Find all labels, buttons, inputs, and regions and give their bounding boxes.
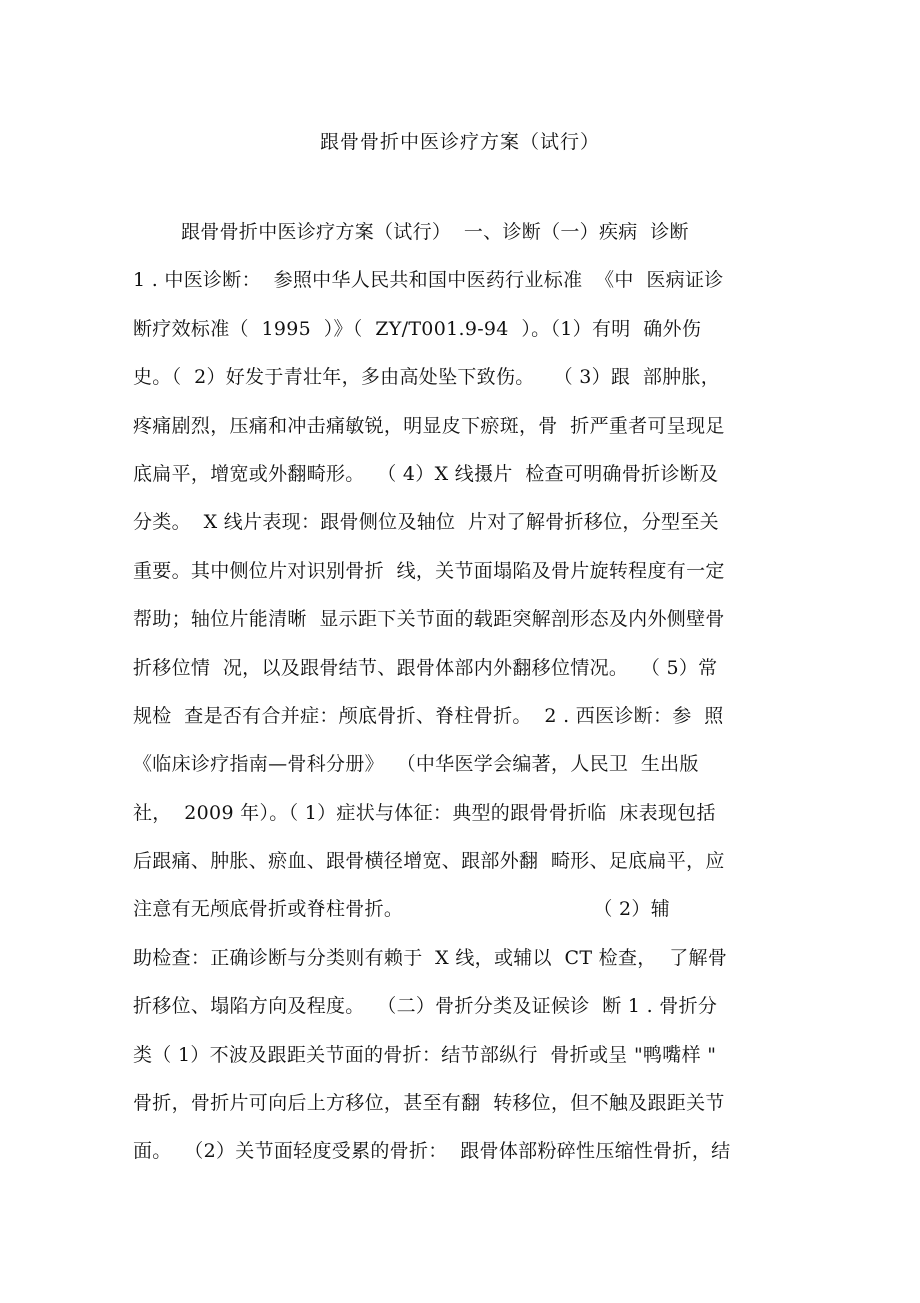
body-line: 折移位、塌陷方向及程度。 （二）骨折分类及证候诊 断 1 . 骨折分 xyxy=(133,995,718,1018)
body-line: 《临床诊疗指南—骨科分册》 （中华医学会编著，人民卫 生出版 xyxy=(133,753,699,776)
body-line: 规检 查是否有合并症：颅底骨折、脊柱骨折。 2 . 西医诊断：参 照 xyxy=(133,704,724,727)
body-line: 助检查：正确诊断与分类则有赖于 X 线，或辅以 CT 检查， 了解骨 xyxy=(133,946,728,969)
body-line: 面。 （2）关节面轻度受累的骨折： 跟骨体部粉碎性压缩性骨折，结 xyxy=(133,1140,731,1163)
document-title: 跟骨骨折中医诊疗方案（试行） xyxy=(319,131,600,153)
body-line: 跟骨骨折中医诊疗方案（试行） 一、诊断（一）疾病 诊断 xyxy=(181,221,689,243)
document-body xyxy=(133,218,793,1186)
body-line: 史。（ 2）好发于青壮年，多由高处坠下致伤。 （ 3）跟 部肿胀， xyxy=(133,366,721,389)
body-line: 分类。 X 线片表现：跟骨侧位及轴位 片对了解骨折移位，分型至关 xyxy=(133,511,719,534)
body-line: 帮助；轴位片能清晰 显示距下关节面的载距突解剖形态及内外侧壁骨 xyxy=(133,608,725,631)
body-line: 类（ 1）不波及跟距关节面的骨折：结节部纵行 骨折或呈 "鸭嘴样 " xyxy=(133,1043,717,1066)
body-line: 底扁平，增宽或外翻畸形。 （ 4）X 线摄片 检查可明确骨折诊断及 xyxy=(133,462,719,485)
body-line: 重要。其中侧位片对识别骨折 线，关节面塌陷及骨片旋转程度有一定 xyxy=(133,559,725,582)
body-line: 断疗效标准（ 1995 ）》（ ZY/T001.9-94 ）。（1）有明 确外伤 xyxy=(133,317,702,340)
body-line: 社， 2009 年）。（ 1）症状与体征：典型的跟骨骨折临 床表现包括 xyxy=(133,801,716,824)
body-line: 1 . 中医诊断： 参照中华人民共和国中医药行业标准 《中 医病证诊 xyxy=(133,269,724,292)
body-line: 折移位情 况，以及跟骨结节、跟骨体部内外翻移位情况。 （ 5）常 xyxy=(133,656,718,679)
body-line: 骨折，骨折片可向后上方移位，甚至有翻 转移位，但不触及跟距关节 xyxy=(133,1092,725,1115)
body-line: 后跟痛、肿胀、瘀血、跟骨横径增宽、跟部外翻 畸形、足底扁平，应 xyxy=(133,850,725,873)
body-line: 疼痛剧烈，压痛和冲击痛敏锐，明显皮下瘀斑，骨 折严重者可呈现足 xyxy=(133,414,725,437)
body-line: 注意有无颅底骨折或脊柱骨折。 （ 2）辅 xyxy=(133,898,671,921)
